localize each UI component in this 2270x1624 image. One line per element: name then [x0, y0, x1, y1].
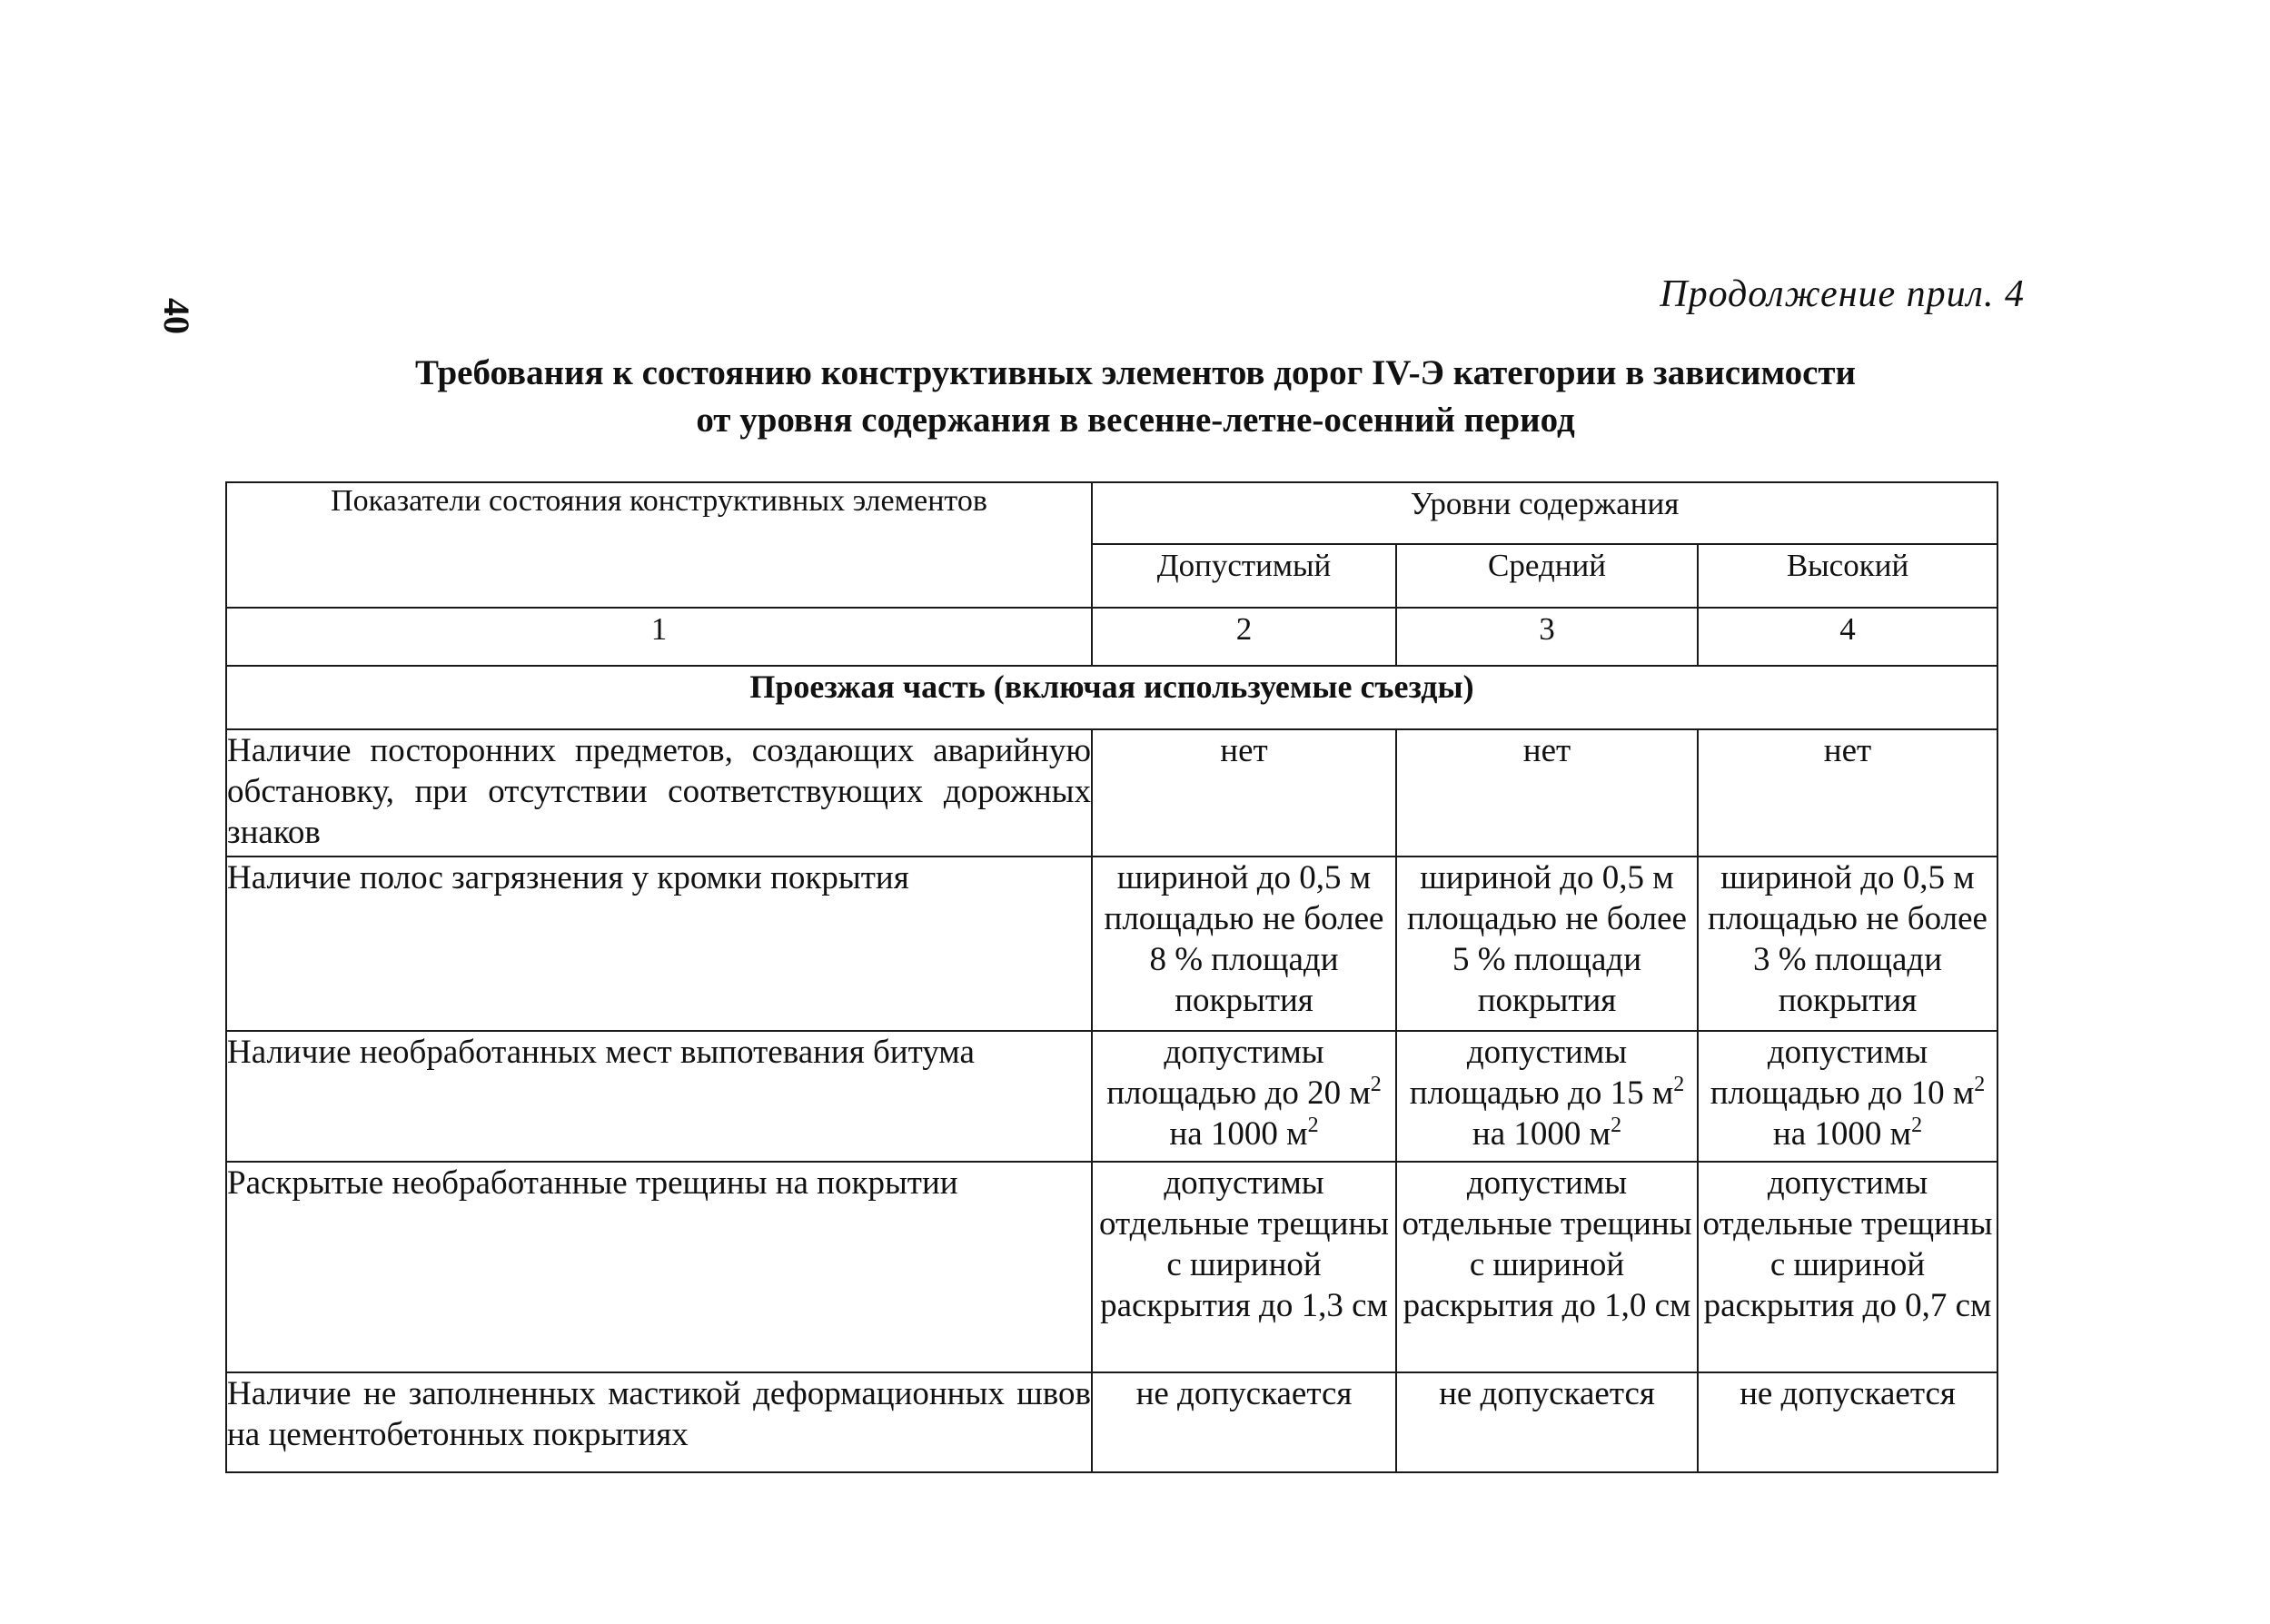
row-value-acceptable: нет [1092, 729, 1396, 857]
row-value-high: шириной до 0,5 м площадью не более 3 % площади покрытия [1698, 857, 1997, 1031]
header-levels: Уровни содержания [1092, 482, 1997, 544]
page-number: 40 [156, 298, 198, 334]
table-title-line-2: от уровня содержания в весенне-летне-осенний период [696, 401, 1575, 440]
row-indicator: Наличие не заполненных мастикой деформационных швов на цементобетонных покрытиях [226, 1372, 1092, 1472]
row-value-acceptable: допустимы отдельные трещины с шириной раскрытия до 1,3 см [1092, 1162, 1396, 1372]
section-roadway: Проезжая часть (включая используемые съезды) [226, 666, 1997, 729]
column-number-2: 2 [1092, 608, 1396, 666]
table-row [226, 1031, 1997, 1162]
row-value-high: допустимы отдельные трещины с шириной раскрытия до 0,7 см [1698, 1162, 1997, 1372]
row-indicator: Наличие посторонних предметов, создающих аварийную обстановку, при отсутствии соответствующих дорожных знаков [226, 729, 1092, 857]
header-level-medium: Средний [1396, 544, 1698, 608]
row-indicator: Наличие необработанных мест выпотевания битума [226, 1031, 1092, 1162]
row-value-high: допустимы площадью до 10 $м^2$ на 1000 $м^2$ [1698, 1031, 1997, 1162]
table-row [226, 1372, 1997, 1472]
continuation-label: Продолжение прил. 4 [1660, 273, 2025, 315]
row-value-acceptable: шириной до 0,5 м площадью не более 8 % площади покрытия [1092, 857, 1396, 1031]
table-title [227, 350, 2044, 444]
row-value-acceptable: допустимы площадью до 20 $м^2$ на 1000 $м^2$ [1092, 1031, 1396, 1162]
row-value-acceptable: не допускается [1092, 1372, 1396, 1472]
table-row [226, 729, 1997, 857]
column-number-1: 1 [226, 608, 1092, 666]
row-value-medium: не допускается [1396, 1372, 1698, 1472]
row-value-high: не допускается [1698, 1372, 1997, 1472]
row-value-medium: нет [1396, 729, 1698, 857]
row-indicator: Наличие полос загрязнения у кромки покрытия [226, 857, 1092, 1031]
row-value-medium: допустимы отдельные трещины с шириной раскрытия до 1,0 см [1396, 1162, 1698, 1372]
row-value-medium: допустимы площадью до 15 $м^2$ на 1000 $м^2$ [1396, 1031, 1698, 1162]
table-row [226, 857, 1997, 1031]
table-title-line-1: Требования к состоянию конструктивных элементов дорог IV-Э категории в зависимости [414, 353, 1857, 392]
column-number-3: 3 [1396, 608, 1698, 666]
header-level-acceptable: Допустимый [1092, 544, 1396, 608]
row-value-medium: шириной до 0,5 м площадью не более 5 % площади покрытия [1396, 857, 1698, 1031]
column-number-4: 4 [1698, 608, 1997, 666]
table-row [226, 1162, 1997, 1372]
row-indicator: Раскрытые необработанные трещины на покрытии [226, 1162, 1092, 1372]
header-level-high: Высокий [1698, 544, 1997, 608]
row-value-high: нет [1698, 729, 1997, 857]
header-indicators: Показатели состояния конструктивных элементов [226, 482, 1092, 608]
requirements-table [225, 481, 1998, 1473]
